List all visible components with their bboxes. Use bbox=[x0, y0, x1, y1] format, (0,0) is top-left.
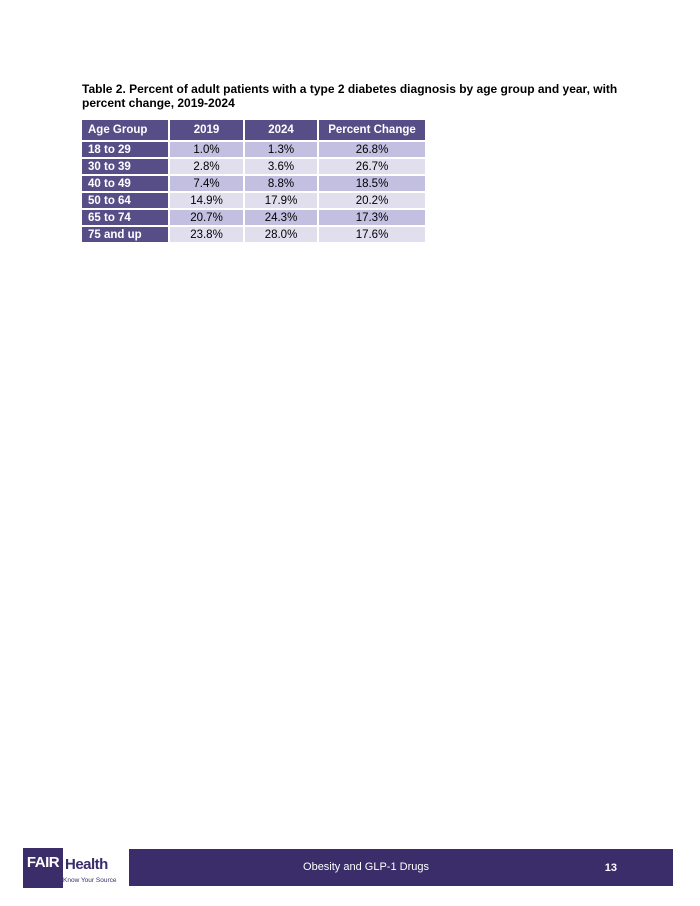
diabetes-table bbox=[80, 118, 427, 244]
table-header-row bbox=[82, 120, 425, 140]
fair-health-logo bbox=[23, 848, 119, 888]
table-row bbox=[82, 227, 425, 242]
cell-2019: 1.0% bbox=[170, 142, 243, 157]
row-age-group: 65 to 74 bbox=[82, 210, 168, 225]
footer-title: Obesity and GLP-1 Drugs bbox=[303, 861, 429, 873]
row-age-group: 18 to 29 bbox=[82, 142, 168, 157]
table-row bbox=[82, 159, 425, 174]
cell-2024: 24.3% bbox=[245, 210, 317, 225]
cell-percent-change: 17.6% bbox=[319, 227, 425, 242]
row-age-group: 40 to 49 bbox=[82, 176, 168, 191]
cell-2019: 20.7% bbox=[170, 210, 243, 225]
logo-fair-block: FAIR bbox=[23, 848, 63, 888]
cell-2019: 23.8% bbox=[170, 227, 243, 242]
table-row bbox=[82, 210, 425, 225]
cell-percent-change: 26.8% bbox=[319, 142, 425, 157]
cell-2019: 2.8% bbox=[170, 159, 243, 174]
cell-2024: 1.3% bbox=[245, 142, 317, 157]
table-row bbox=[82, 142, 425, 157]
header-percent-change: Percent Change bbox=[319, 120, 425, 140]
cell-percent-change: 17.3% bbox=[319, 210, 425, 225]
table-row bbox=[82, 176, 425, 191]
cell-2019: 14.9% bbox=[170, 193, 243, 208]
cell-percent-change: 20.2% bbox=[319, 193, 425, 208]
cell-percent-change: 26.7% bbox=[319, 159, 425, 174]
page-number: 13 bbox=[604, 862, 617, 874]
logo-health-text: Health bbox=[65, 856, 108, 873]
row-age-group: 30 to 39 bbox=[82, 159, 168, 174]
cell-2024: 3.6% bbox=[245, 159, 317, 174]
table-row bbox=[82, 193, 425, 208]
cell-2024: 28.0% bbox=[245, 227, 317, 242]
cell-percent-change: 18.5% bbox=[319, 176, 425, 191]
row-age-group: 75 and up bbox=[82, 227, 168, 242]
cell-2024: 8.8% bbox=[245, 176, 317, 191]
header-age-group: Age Group bbox=[82, 120, 168, 140]
logo-tagline: Know Your Source bbox=[63, 877, 117, 884]
cell-2024: 17.9% bbox=[245, 193, 317, 208]
row-age-group: 50 to 64 bbox=[82, 193, 168, 208]
header-2019: 2019 bbox=[170, 120, 243, 140]
table-caption: Table 2. Percent of adult patients with a type 2 diabetes diagnosis by age group and year, with percent change, 2019-2024 bbox=[82, 82, 618, 110]
header-2024: 2024 bbox=[245, 120, 317, 140]
footer-bar bbox=[129, 849, 673, 886]
cell-2019: 7.4% bbox=[170, 176, 243, 191]
